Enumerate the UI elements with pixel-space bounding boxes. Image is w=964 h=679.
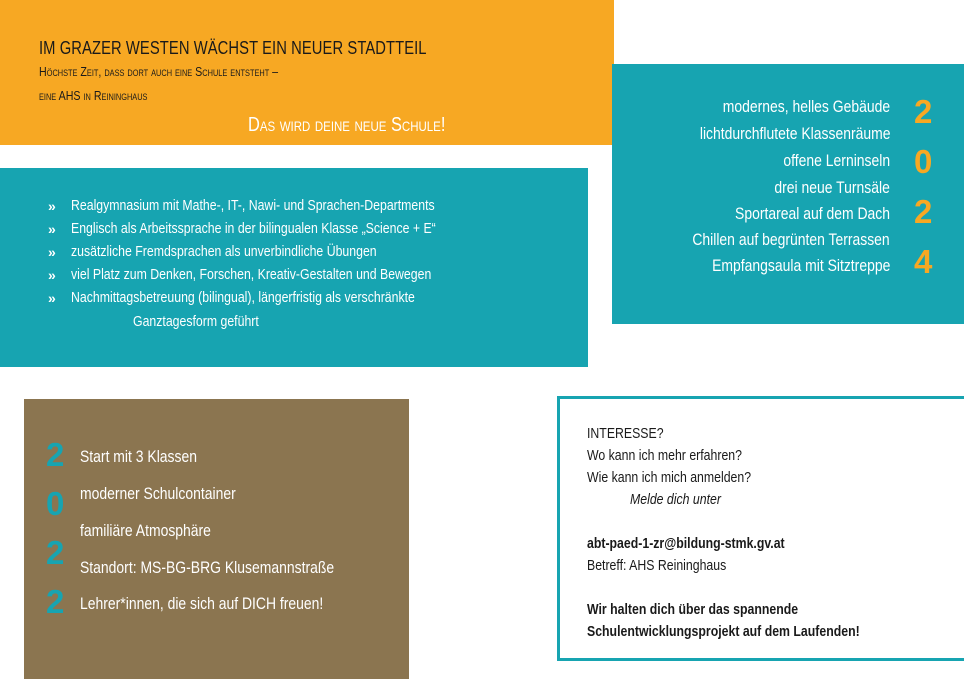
offer-item: Realgymnasium mit Mathe-, IT-, Nawi- und Sprachen-Departments [71,197,435,214]
year-digit: 0 [914,143,933,180]
year-digit: 4 [914,243,933,280]
offer-item-continuation: Ganztagesform geführt [133,313,259,330]
contact-heading: INTERESSE? [587,425,664,442]
contact-subject: Betreff: AHS Reininghaus [587,557,727,574]
contact-prompt: Melde dich unter [630,491,721,508]
year-digit: 2 [914,93,933,130]
offer-item: zusätzliche Fremdsprachen als unverbindliche Übungen [71,243,377,260]
year-digit: 2 [46,534,65,571]
year-digit: 2 [46,583,65,620]
bullet-icon: » [48,290,56,306]
future-feature: offene Lerninseln [783,151,890,170]
header-slogan: Das wird deine neue Schule! [248,114,446,136]
bullet-icon: » [48,267,56,283]
bullet-icon: » [48,198,56,214]
contact-question: Wie kann ich mich anmelden? [587,469,752,486]
offer-item: Nachmittagsbetreuung (bilingual), längerfristig als verschränkte [71,289,415,306]
header-subtitle-line2: eine AHS in Reininghaus [39,88,148,103]
bullet-icon: » [48,221,56,237]
start-item: Lehrer*innen, die sich auf DICH freuen! [80,594,324,613]
start-item: familiäre Atmosphäre [80,521,211,540]
future-feature: drei neue Turnsäle [774,178,890,197]
start-item: Standort: MS-BG-BRG Klusemannstraße [80,558,335,577]
contact-closing: Wir halten dich über das spannende [587,601,799,618]
future-feature: lichtdurchflutete Klassenräume [699,124,890,143]
contact-question: Wo kann ich mehr erfahren? [587,447,742,464]
header-subtitle-line1: Höchste Zeit, dass dort auch eine Schule entsteht – [39,64,279,79]
start-item: moderner Schulcontainer [80,484,236,503]
offer-box [0,168,588,367]
offer-item: Englisch als Arbeitssprache in der bilingualen Klasse „Science + E“ [71,220,436,237]
bullet-icon: » [48,244,56,260]
future-feature: Empfangsaula mit Sitztreppe [711,256,890,275]
future-feature: Chillen auf begrünten Terrassen [692,230,890,249]
start-box [24,399,409,679]
future-feature: Sportareal auf dem Dach [735,204,890,223]
contact-box [557,396,964,661]
contact-email-link[interactable]: abt-paed-1-zr@bildung-stmk.gv.at [587,535,785,552]
year-digit: 2 [46,436,65,473]
offer-item: viel Platz zum Denken, Forschen, Kreativ-Gestalten und Bewegen [71,266,432,283]
start-item: Start mit 3 Klassen [80,447,197,466]
future-features-box [612,64,964,324]
header-banner [0,0,614,145]
year-digit: 0 [46,485,65,522]
future-feature: modernes, helles Gebäude [722,97,890,116]
contact-closing: Schulentwicklungsprojekt auf dem Laufenden! [587,623,860,640]
year-digit: 2 [914,193,933,230]
header-title: IM GRAZER WESTEN WÄCHST EIN NEUER STADTTEIL [39,38,427,58]
